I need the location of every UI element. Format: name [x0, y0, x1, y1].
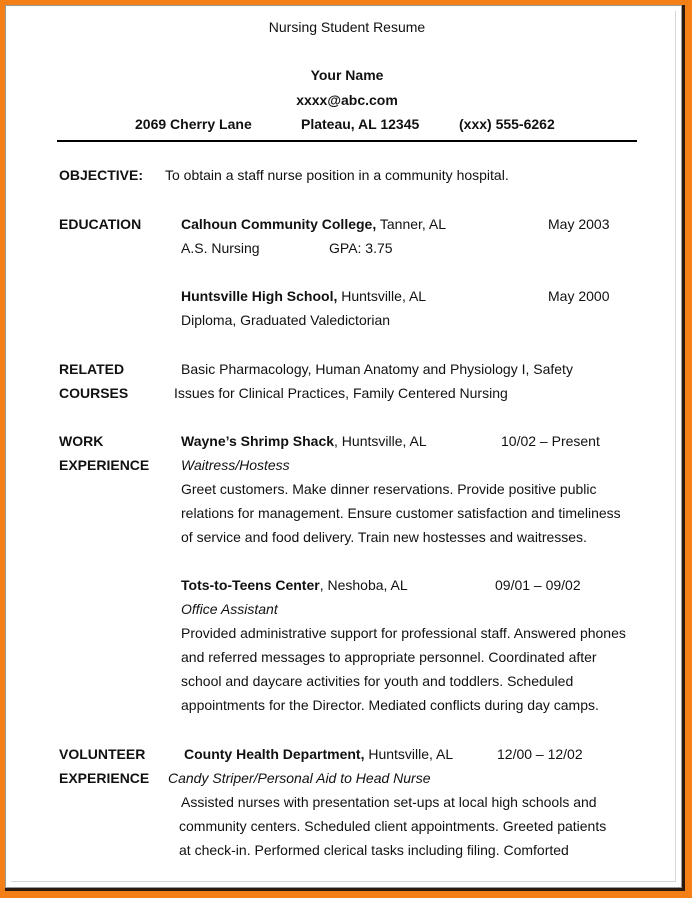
- courses-line-1: Basic Pharmacology, Human Anatomy and Physiology I, Safety: [181, 361, 573, 377]
- volunteer-dates: 12/00 – 12/02: [497, 746, 583, 762]
- education-date: May 2003: [548, 216, 610, 232]
- street-address: 2069 Cherry Lane: [135, 116, 252, 132]
- job-description-line: of service and food delivery. Train new hostesses and waitresses.: [181, 529, 587, 545]
- school-location: Huntsville, AL: [337, 288, 427, 304]
- job-description-line: Greet customers. Make dinner reservations. Provide positive public: [181, 481, 597, 497]
- courses-line-2: Issues for Clinical Practices, Family Centered Nursing: [174, 385, 508, 401]
- work-label-line2: EXPERIENCE: [59, 457, 150, 473]
- phone-number: (xxx) 555-6262: [459, 116, 555, 132]
- work-dates: 10/02 – Present: [501, 433, 600, 449]
- applicant-email: xxxx@abc.com: [296, 92, 398, 108]
- employer-location: , Neshoba, AL: [319, 577, 408, 593]
- job-description-line: appointments for the Director. Mediated conflicts during day camps.: [181, 697, 599, 713]
- work-dates: 09/01 – 09/02: [495, 577, 581, 593]
- volunteer-description-line: Assisted nurses with presentation set-ups at local high schools and: [181, 794, 597, 810]
- gpa: GPA: 3.75: [329, 240, 393, 256]
- school-location: Tanner, AL: [376, 216, 447, 232]
- school-name: Calhoun Community College,: [181, 216, 377, 232]
- job-title: Office Assistant: [181, 601, 278, 617]
- volunteer-label-line2: EXPERIENCE: [59, 770, 150, 786]
- job-description-line: relations for management. Ensure customer satisfaction and timeliness: [181, 505, 621, 521]
- degree: Diploma, Graduated Valedictorian: [181, 312, 391, 328]
- employer-location: , Huntsville, AL: [334, 433, 427, 449]
- courses-label-line2: COURSES: [59, 385, 129, 401]
- job-description-line: and referred messages to appropriate personnel. Coordinated after: [181, 649, 597, 665]
- work-entry-1-heading: [181, 432, 427, 450]
- organization-location: Huntsville, AL: [364, 746, 454, 762]
- volunteer-title: Candy Striper/Personal Aid to Head Nurse: [168, 770, 431, 786]
- objective-text: To obtain a staff nurse position in a community hospital.: [165, 167, 509, 183]
- orange-frame: [5, 5, 685, 891]
- education-entry-2-heading: [181, 287, 426, 305]
- city-state-zip: Plateau, AL 12345: [301, 116, 420, 132]
- employer-name: Wayne’s Shrimp Shack: [181, 433, 335, 449]
- employer-name: Tots-to-Teens Center: [181, 577, 320, 593]
- resume-page: [5, 5, 682, 888]
- volunteer-entry-heading: [184, 745, 453, 763]
- degree: A.S. Nursing: [181, 240, 260, 256]
- work-entry-2-heading: [181, 576, 408, 594]
- job-description-line: Provided administrative support for professional staff. Answered phones: [181, 625, 626, 641]
- header-divider: [57, 140, 637, 142]
- job-title: Waitress/Hostess: [181, 457, 290, 473]
- education-entry-1-heading: [181, 215, 446, 233]
- work-label-line1: WORK: [59, 433, 104, 449]
- education-date: May 2000: [548, 288, 610, 304]
- organization-name: County Health Department,: [184, 746, 365, 762]
- job-description-line: school and daycare activities for youth and toddlers. Scheduled: [181, 673, 574, 689]
- school-name: Huntsville High School,: [181, 288, 338, 304]
- applicant-name: Your Name: [310, 67, 384, 83]
- courses-label-line1: RELATED: [59, 361, 125, 377]
- education-label: EDUCATION: [59, 216, 142, 232]
- objective-label: OBJECTIVE:: [59, 167, 144, 183]
- volunteer-description-line: community centers. Scheduled client appointments. Greeted patients: [179, 818, 607, 834]
- volunteer-label-line1: VOLUNTEER: [59, 746, 146, 762]
- volunteer-description-line: at check-in. Performed clerical tasks including filing. Comforted: [179, 842, 569, 858]
- document-title: Nursing Student Resume: [268, 19, 426, 35]
